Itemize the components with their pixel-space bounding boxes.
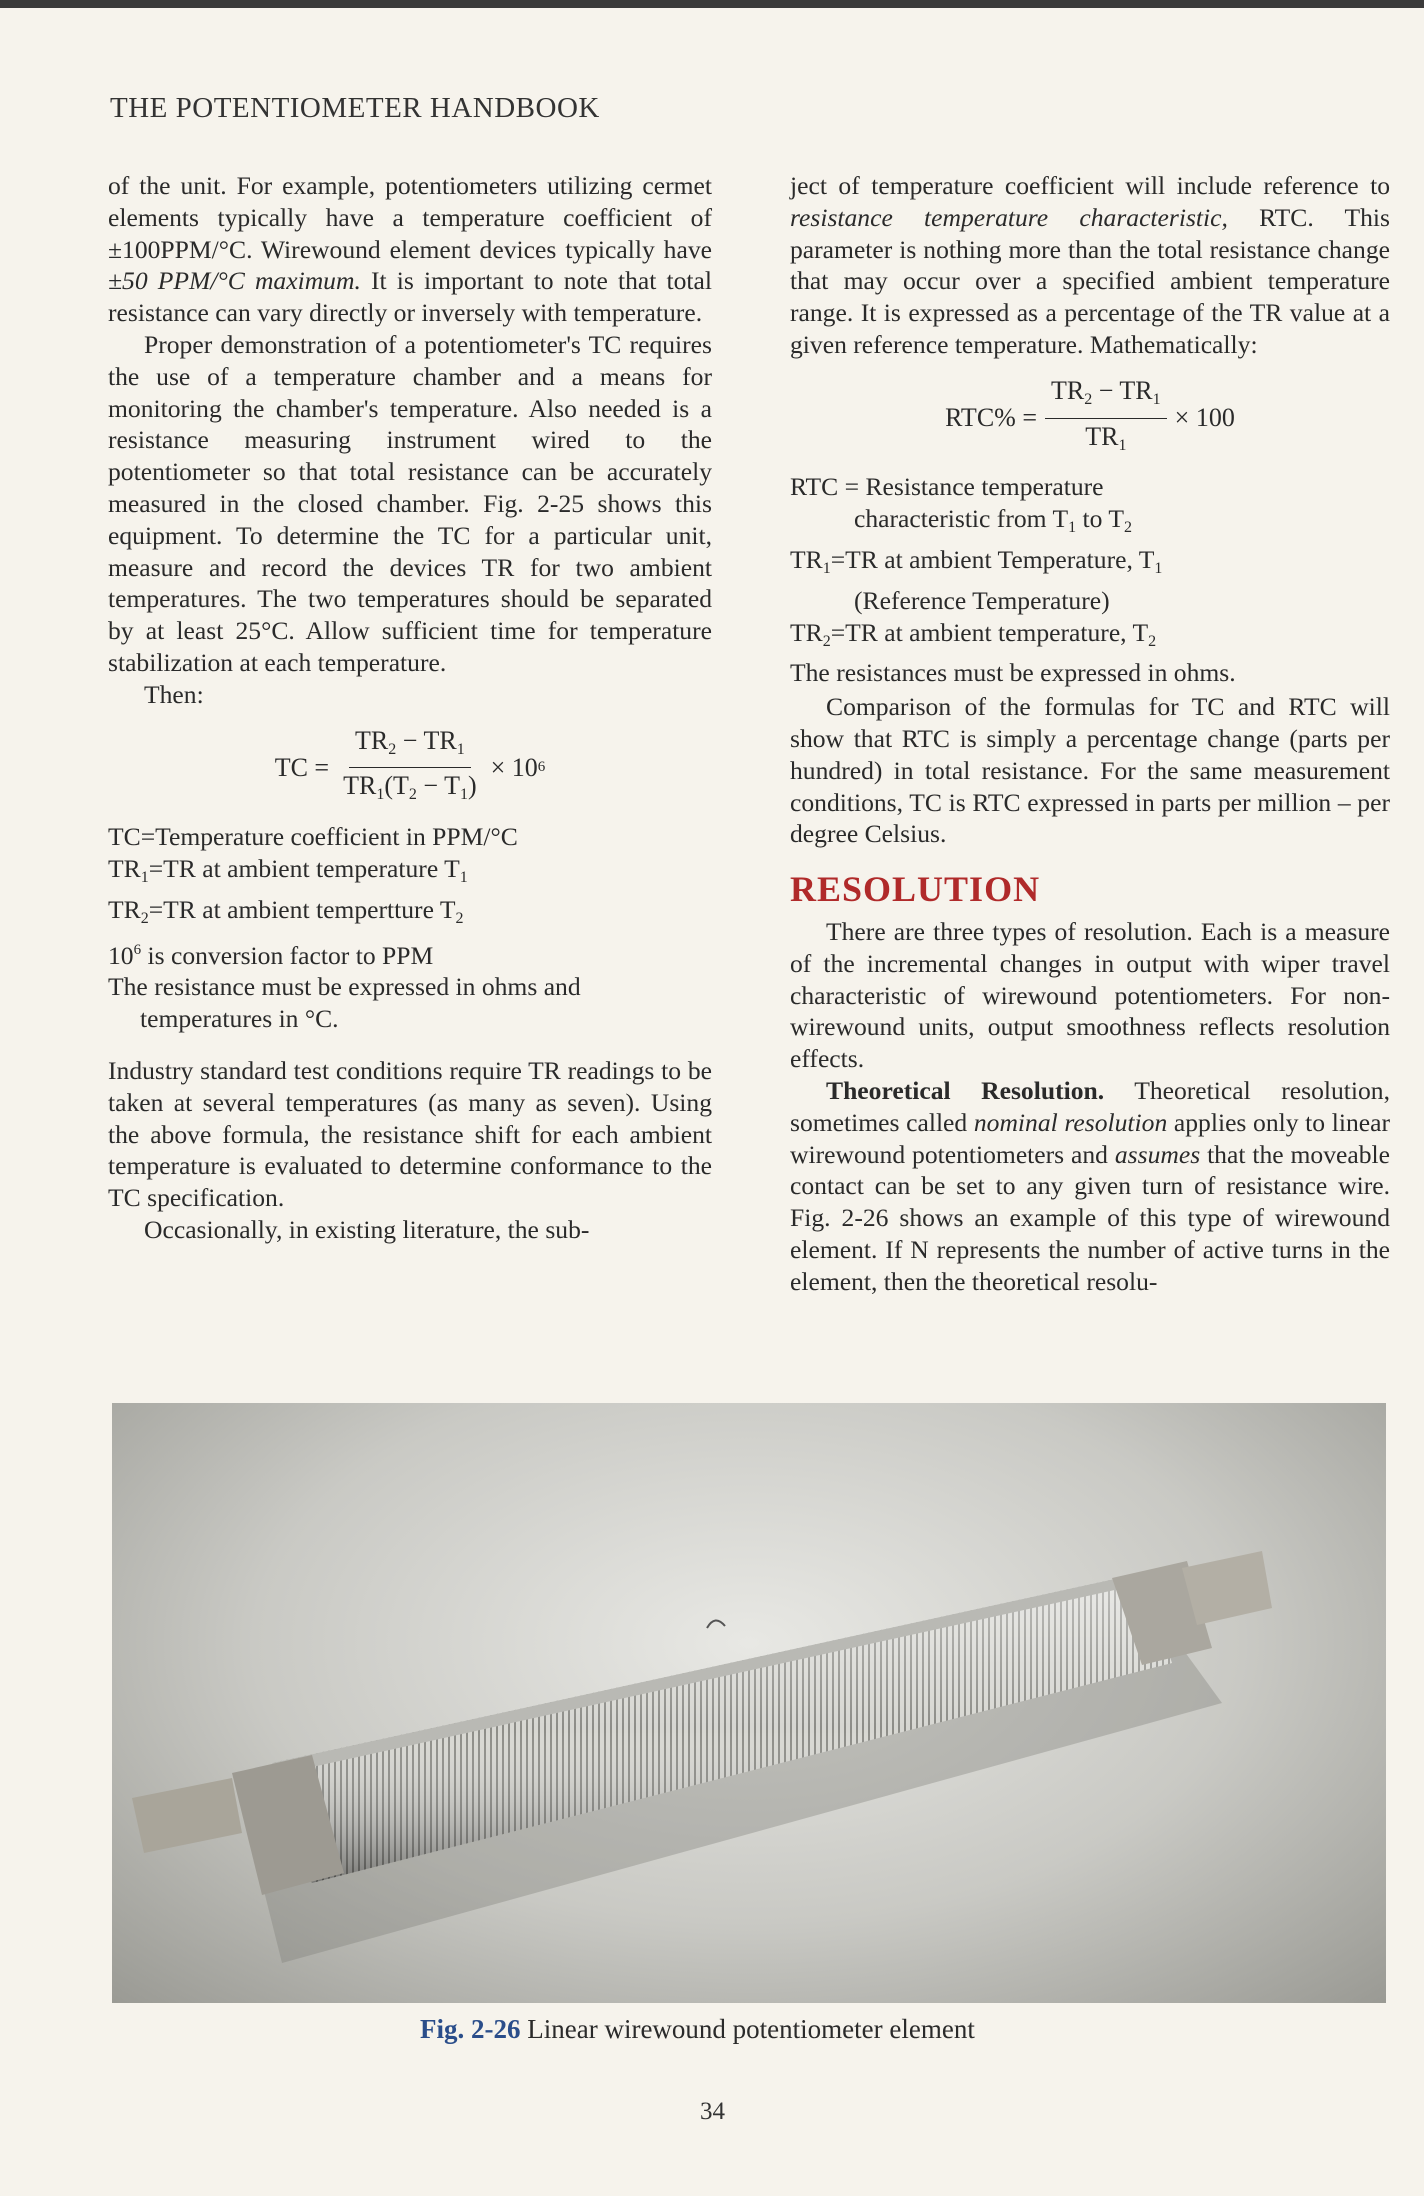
figure-label: Fig. 2-26	[420, 2014, 521, 2044]
rtc-definition-cont: characteristic from $T_1$ to $T_2$	[854, 504, 1133, 537]
left-paragraph-1: of the unit. For example, potentiometers utilizing cermet elements typically have a temperature coefficient of ±100PPM/°C. Wirewound element devices typically have ±50 PPM/°C maximum. It is important to note that total resistance can vary directly or inversely with temperature.	[108, 171, 712, 328]
tc-definitions	[108, 821, 712, 1035]
left-paragraph-2: Proper demonstration of a potentiometer's TC requires the use of a temperature chamber and a means for monitoring the chamber's temperature. Also needed is a resistance measuring instrument wired to the potentiometer so that total resistance can be accurately measured in the closed chamber. Fig. 2-25 shows this equipment. To determine the TC for a particular unit, measure and record the devices TR for two ambient temperatures. The two temperatures should be separated by at least 25°C. Allow sufficient time for temperature stabilization at each temperature.	[108, 329, 712, 677]
right-column	[790, 170, 1390, 1298]
page-number: 34	[700, 2098, 725, 2125]
reference-temperature-note: (Reference Temperature)	[854, 585, 1110, 615]
rtc-tr2-definition: $TR_2=TR$ at ambient temperature, $T_2$	[790, 617, 1157, 650]
rtc-tr1-definition: $TR_1=TR$ at ambient Temperature, $T_1$	[790, 544, 1163, 577]
wirewound-element-photo	[112, 1403, 1386, 2003]
rtc-definition: RTC = Resistance temperature	[790, 472, 1104, 502]
left-paragraph-3: Industry standard test conditions require TR readings to be taken at several temperatures (as many as seven). Using the above formula, the resistance shift for each ambient temperature is evaluated to determine conformance to the TC specification.	[108, 1055, 712, 1213]
tc-definition: TC=Temperature coefficient in PPM/°C	[108, 822, 518, 852]
figure-caption	[420, 2014, 975, 2045]
tc-formula: TC = $\frac{TR_2 - TR_1}{TR_1(T_2 - T_1)}$ × 10 6	[274, 725, 546, 804]
wiper-contact-mark	[707, 1620, 725, 1628]
right-terminal	[1182, 1551, 1272, 1625]
right-paragraph-2: Comparison of the formulas for TC and RTC will show that RTC is simply a percentage change (parts per hundred) in total resistance. For the same measurement conditions, TC is RTC expressed in parts per million – per degree Celsius.	[790, 692, 1390, 849]
left-paragraph-4: Occasionally, in existing literature, the sub-	[144, 1214, 590, 1244]
page-top-rule	[0, 0, 1424, 8]
right-paragraph-1: ject of temperature coefficient will include reference to resistance temperature characteristic, RTC. This parameter is nothing more than the total resistance change that may occur over a specified ambient temperature range. It is expressed as a percentage of the TR value at a given reference temperature. Mathematically:	[790, 171, 1390, 359]
right-paragraph-4: Theoretical Resolution. Theoretical resolution, sometimes called nominal resolution applies only to linear wirewound potentiometers and assumes that the moveable contact can be set to any given turn of resistance wire. Fig. 2-26 shows an example of this type of wirewound element. If N represents the number of active turns in the element, then the theoretical resolu-	[790, 1075, 1390, 1296]
ppm-factor-definition: $10^6$ is conversion factor to PPM	[108, 940, 434, 970]
tr2-definition: $TR_2=TR$ at ambient tempertture $T_2$	[108, 894, 464, 927]
units-note: The resistance must be expressed in ohms and temperatures in °C.	[108, 972, 581, 1034]
section-title-resolution: RESOLUTION	[790, 869, 1041, 910]
tr1-definition: $TR_1=TR$ at ambient temperature $T_1$	[108, 853, 468, 886]
figure-caption-text: Linear wirewound potentiometer element	[520, 2014, 975, 2044]
running-header: THE POTENTIOMETER HANDBOOK	[110, 92, 600, 124]
right-paragraph-3: There are three types of resolution. Each is a measure of the incremental changes in output with wiper travel characteristic of wirewound potentiometers. For non-wirewound units, output smoothness reflects resolution effects.	[790, 916, 1390, 1074]
rtc-definitions	[790, 471, 1390, 689]
rtc-formula: RTC% = $\frac{TR_2 - TR_1}{TR_1}$ × 100	[945, 375, 1235, 454]
ohms-note: The resistances must be expressed in ohms.	[790, 658, 1236, 688]
left-terminal	[132, 1778, 242, 1853]
left-column	[108, 170, 712, 1246]
then-label: Then:	[144, 679, 204, 709]
potentiometer-element-illustration	[112, 1403, 1386, 2003]
